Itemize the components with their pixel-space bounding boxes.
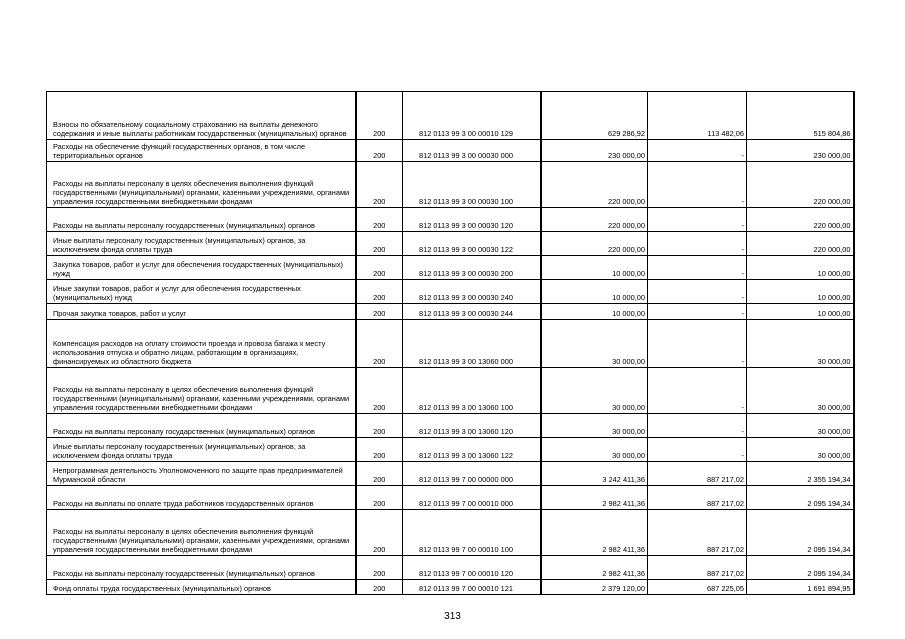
expense-name-cell: Расходы на выплаты персоналу государственных (муниципальных) органов bbox=[47, 414, 356, 438]
approved-amount-cell: 2 982 411,36 bbox=[541, 486, 648, 510]
executed-amount-cell: - bbox=[648, 438, 747, 462]
unexecuted-amount-cell: 1 691 894,95 bbox=[747, 580, 854, 595]
table-row bbox=[47, 368, 854, 414]
line-code-cell: 200 bbox=[356, 232, 403, 256]
approved-amount-cell: 2 982 411,36 bbox=[541, 510, 648, 556]
line-code-cell: 200 bbox=[356, 438, 403, 462]
approved-amount-cell: 220 000,00 bbox=[541, 162, 648, 208]
executed-amount-cell: 887 217,02 bbox=[648, 462, 747, 486]
budget-classification-code-cell: 812 0113 99 3 00 13060 100 bbox=[403, 368, 541, 414]
approved-amount-cell: 2 982 411,36 bbox=[541, 556, 648, 580]
executed-amount-cell: 887 217,02 bbox=[648, 510, 747, 556]
approved-amount-cell: 30 000,00 bbox=[541, 320, 648, 368]
executed-amount-cell: 887 217,02 bbox=[648, 556, 747, 580]
executed-amount-cell: - bbox=[648, 320, 747, 368]
budget-classification-code-cell: 812 0113 99 3 00 00010 129 bbox=[403, 92, 541, 140]
executed-amount-cell: 113 482,06 bbox=[648, 92, 747, 140]
table-row bbox=[47, 140, 854, 162]
table-row bbox=[47, 580, 854, 595]
executed-amount-cell: - bbox=[648, 208, 747, 232]
budget-classification-code-cell: 812 0113 99 3 00 00030 100 bbox=[403, 162, 541, 208]
approved-amount-cell: 2 379 120,00 bbox=[541, 580, 648, 595]
approved-amount-cell: 3 242 411,36 bbox=[541, 462, 648, 486]
table-row bbox=[47, 92, 854, 140]
page-number: 313 bbox=[444, 611, 461, 622]
approved-amount-cell: 30 000,00 bbox=[541, 414, 648, 438]
line-code-cell: 200 bbox=[356, 256, 403, 280]
expense-name-cell: Непрограммная деятельность Уполномоченного по защите прав предпринимателей Мурманской области bbox=[47, 462, 356, 486]
line-code-cell: 200 bbox=[356, 208, 403, 232]
line-code-cell: 200 bbox=[356, 162, 403, 208]
unexecuted-amount-cell: 30 000,00 bbox=[747, 320, 854, 368]
approved-amount-cell: 220 000,00 bbox=[541, 232, 648, 256]
line-code-cell: 200 bbox=[356, 320, 403, 368]
table-row bbox=[47, 320, 854, 368]
budget-classification-code-cell: 812 0113 99 3 00 00030 120 bbox=[403, 208, 541, 232]
expense-name-cell: Закупка товаров, работ и услуг для обеспечения государственных (муниципальных) нужд bbox=[47, 256, 356, 280]
budget-classification-code-cell: 812 0113 99 3 00 00030 240 bbox=[403, 280, 541, 304]
budget-classification-code-cell: 812 0113 99 3 00 13060 000 bbox=[403, 320, 541, 368]
unexecuted-amount-cell: 220 000,00 bbox=[747, 208, 854, 232]
approved-amount-cell: 230 000,00 bbox=[541, 140, 648, 162]
line-code-cell: 200 bbox=[356, 462, 403, 486]
line-code-cell: 200 bbox=[356, 368, 403, 414]
table-row bbox=[47, 414, 854, 438]
approved-amount-cell: 220 000,00 bbox=[541, 208, 648, 232]
approved-amount-cell: 30 000,00 bbox=[541, 438, 648, 462]
unexecuted-amount-cell: 220 000,00 bbox=[747, 232, 854, 256]
unexecuted-amount-cell: 2 355 194,34 bbox=[747, 462, 854, 486]
expense-name-cell: Иные выплаты персоналу государственных (муниципальных) органов, за исключением фонда оплаты труда bbox=[47, 232, 356, 256]
budget-classification-code-cell: 812 0113 99 3 00 13060 122 bbox=[403, 438, 541, 462]
table-row bbox=[47, 556, 854, 580]
expense-name-cell: Взносы по обязательному социальному страхованию на выплаты денежного содержания и иные выплаты работникам государственных (муниципальных) органов bbox=[47, 92, 356, 140]
unexecuted-amount-cell: 515 804,86 bbox=[747, 92, 854, 140]
line-code-cell: 200 bbox=[356, 486, 403, 510]
expense-name-cell: Расходы на выплаты персоналу государственных (муниципальных) органов bbox=[47, 208, 356, 232]
unexecuted-amount-cell: 30 000,00 bbox=[747, 368, 854, 414]
budget-classification-code-cell: 812 0113 99 3 00 13060 120 bbox=[403, 414, 541, 438]
line-code-cell: 200 bbox=[356, 510, 403, 556]
unexecuted-amount-cell: 10 000,00 bbox=[747, 304, 854, 320]
unexecuted-amount-cell: 10 000,00 bbox=[747, 280, 854, 304]
expense-name-cell: Расходы на выплаты персоналу в целях обеспечения выполнения функций государственными (муниципальными) органами, казенными учреждениями, органами управления государственными внебюджетными фондами bbox=[47, 368, 356, 414]
table-body bbox=[47, 92, 854, 595]
table-row bbox=[47, 232, 854, 256]
executed-amount-cell: - bbox=[648, 256, 747, 280]
table-row bbox=[47, 162, 854, 208]
executed-amount-cell: 887 217,02 bbox=[648, 486, 747, 510]
approved-amount-cell: 10 000,00 bbox=[541, 256, 648, 280]
expense-name-cell: Расходы на обеспечение функций государственных органов, в том числе территориальных органов bbox=[47, 140, 356, 162]
expense-name-cell: Фонд оплаты труда государственных (муниципальных) органов bbox=[47, 580, 356, 595]
approved-amount-cell: 10 000,00 bbox=[541, 280, 648, 304]
approved-amount-cell: 10 000,00 bbox=[541, 304, 648, 320]
approved-amount-cell: 30 000,00 bbox=[541, 368, 648, 414]
unexecuted-amount-cell: 30 000,00 bbox=[747, 438, 854, 462]
unexecuted-amount-cell: 230 000,00 bbox=[747, 140, 854, 162]
expense-name-cell: Расходы на выплаты персоналу в целях обеспечения выполнения функций государственными (муниципальными) органами, казенными учреждениями, органами управления государственными внебюджетными фондами bbox=[47, 510, 356, 556]
executed-amount-cell: - bbox=[648, 414, 747, 438]
budget-classification-code-cell: 812 0113 99 3 00 00030 122 bbox=[403, 232, 541, 256]
expense-name-cell: Иные закупки товаров, работ и услуг для обеспечения государственных (муниципальных) нужд bbox=[47, 280, 356, 304]
line-code-cell: 200 bbox=[356, 140, 403, 162]
approved-amount-cell: 629 286,92 bbox=[541, 92, 648, 140]
budget-classification-code-cell: 812 0113 99 3 00 00030 244 bbox=[403, 304, 541, 320]
budget-classification-code-cell: 812 0113 99 7 00 00010 000 bbox=[403, 486, 541, 510]
expense-name-cell: Расходы на выплаты по оплате труда работников государственных органов bbox=[47, 486, 356, 510]
table-row bbox=[47, 438, 854, 462]
unexecuted-amount-cell: 30 000,00 bbox=[747, 414, 854, 438]
budget-classification-code-cell: 812 0113 99 3 00 00030 200 bbox=[403, 256, 541, 280]
line-code-cell: 200 bbox=[356, 556, 403, 580]
executed-amount-cell: - bbox=[648, 280, 747, 304]
budget-execution-table bbox=[46, 91, 855, 595]
unexecuted-amount-cell: 2 095 194,34 bbox=[747, 556, 854, 580]
expense-name-cell: Прочая закупка товаров, работ и услуг bbox=[47, 304, 356, 320]
unexecuted-amount-cell: 2 095 194,34 bbox=[747, 510, 854, 556]
executed-amount-cell: - bbox=[648, 232, 747, 256]
expense-name-cell: Расходы на выплаты персоналу в целях обеспечения выполнения функций государственными (муниципальными) органами, казенными учреждениями, органами управления государственными внебюджетными фондами bbox=[47, 162, 356, 208]
line-code-cell: 200 bbox=[356, 304, 403, 320]
line-code-cell: 200 bbox=[356, 280, 403, 304]
expense-name-cell: Расходы на выплаты персоналу государственных (муниципальных) органов bbox=[47, 556, 356, 580]
table-row bbox=[47, 510, 854, 556]
table-row bbox=[47, 256, 854, 280]
unexecuted-amount-cell: 220 000,00 bbox=[747, 162, 854, 208]
budget-classification-code-cell: 812 0113 99 7 00 00010 120 bbox=[403, 556, 541, 580]
budget-classification-code-cell: 812 0113 99 7 00 00000 000 bbox=[403, 462, 541, 486]
table-row bbox=[47, 280, 854, 304]
table-row bbox=[47, 304, 854, 320]
unexecuted-amount-cell: 10 000,00 bbox=[747, 256, 854, 280]
line-code-cell: 200 bbox=[356, 92, 403, 140]
executed-amount-cell: 687 225,05 bbox=[648, 580, 747, 595]
executed-amount-cell: - bbox=[648, 368, 747, 414]
budget-classification-code-cell: 812 0113 99 3 00 00030 000 bbox=[403, 140, 541, 162]
table-row bbox=[47, 486, 854, 510]
executed-amount-cell: - bbox=[648, 162, 747, 208]
table-row bbox=[47, 208, 854, 232]
budget-classification-code-cell: 812 0113 99 7 00 00010 121 bbox=[403, 580, 541, 595]
table-row bbox=[47, 462, 854, 486]
expense-name-cell: Иные выплаты персоналу государственных (муниципальных) органов, за исключением фонда оплаты труда bbox=[47, 438, 356, 462]
budget-classification-code-cell: 812 0113 99 7 00 00010 100 bbox=[403, 510, 541, 556]
executed-amount-cell: - bbox=[648, 304, 747, 320]
line-code-cell: 200 bbox=[356, 580, 403, 595]
executed-amount-cell: - bbox=[648, 140, 747, 162]
line-code-cell: 200 bbox=[356, 414, 403, 438]
unexecuted-amount-cell: 2 095 194,34 bbox=[747, 486, 854, 510]
expense-name-cell: Компенсация расходов на оплату стоимости проезда и провоза багажа к месту использования отпуска и обратно лицам, работающим в организациях, финансируемых из областного бюджета bbox=[47, 320, 356, 368]
